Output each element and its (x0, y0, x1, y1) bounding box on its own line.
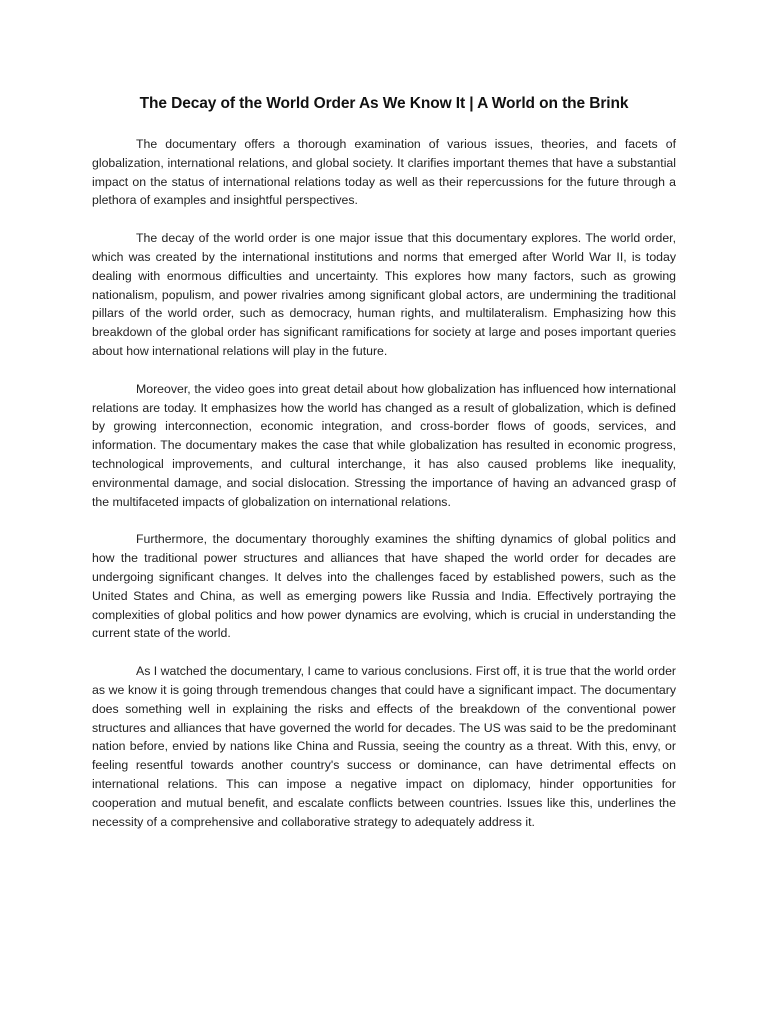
paragraph-global-politics: Furthermore, the documentary thoroughly examines the shifting dynamics of global politics and how the traditional power structures and alliances that have shaped the world order for decades are undergoing significant changes. It delves into the challenges faced by established powers, such as the United States and China, as well as emerging powers like Russia and India. Effectively portraying the complexities of global politics and how power dynamics are evolving, which is crucial in understanding the current state of the world. (92, 532, 676, 641)
paragraph-globalization: Moreover, the video goes into great detail about how globalization has influenced how international relations are today. It emphasizes how the world has changed as a result of globalization, which is defined by growing interconnection, economic integration, and cross-border flows of goods, services, and information. The documentary makes the case that while globalization has resulted in economic progress, technological improvements, and cultural interchange, it has also caused problems like inequality, environmental damage, and social dislocation. Stressing the importance of having an advanced grasp of the multifaceted impacts of globalization on international relations. (92, 381, 676, 509)
paragraph-world-order-decay: The decay of the world order is one major issue that this documentary explores. The world order, which was created by the international institutions and norms that emerged after World War II, is today dealing with enormous difficulties and uncertainty. This explores how many factors, such as growing nationalism, populism, and power rivalries among significant global actors, are undermining the traditional pillars of the world order, such as democracy, human rights, and multilateralism. Emphasizing how this breakdown of the global order has significant ramifications for society at large and poses important queries about how international relations will play in the future. (92, 231, 676, 358)
paragraph-conclusions: As I watched the documentary, I came to various conclusions. First off, it is true that the world order as we know it is going through tremendous changes that could have a significant impact. The documentary does something well in explaining the risks and effects of the breakdown of the conventional power structures and alliances that have governed the world for decades. The US was said to be the predominant nation before, envied by nations like China and Russia, seeing the country as a threat. With this, envy, or feeling resentful towards another country's success or dominance, can have detrimental effects on international relations. This can impose a negative impact on diplomacy, hinder opportunities for cooperation and mutual benefit, and escalate conflicts between countries. Issues like this, underlines the necessity of a comprehensive and collaborative strategy to adequately address it. (92, 664, 676, 829)
document-title: The Decay of the World Order As We Know It | A World on the Brink (139, 95, 629, 112)
paragraph-introduction: The documentary offers a thorough examination of various issues, theories, and facets of globalization, international relations, and global society. It clarifies important themes that have a substantial impact on the status of international relations today as well as their repercussions for the future through a plethora of examples and insightful perspectives. (92, 137, 676, 208)
